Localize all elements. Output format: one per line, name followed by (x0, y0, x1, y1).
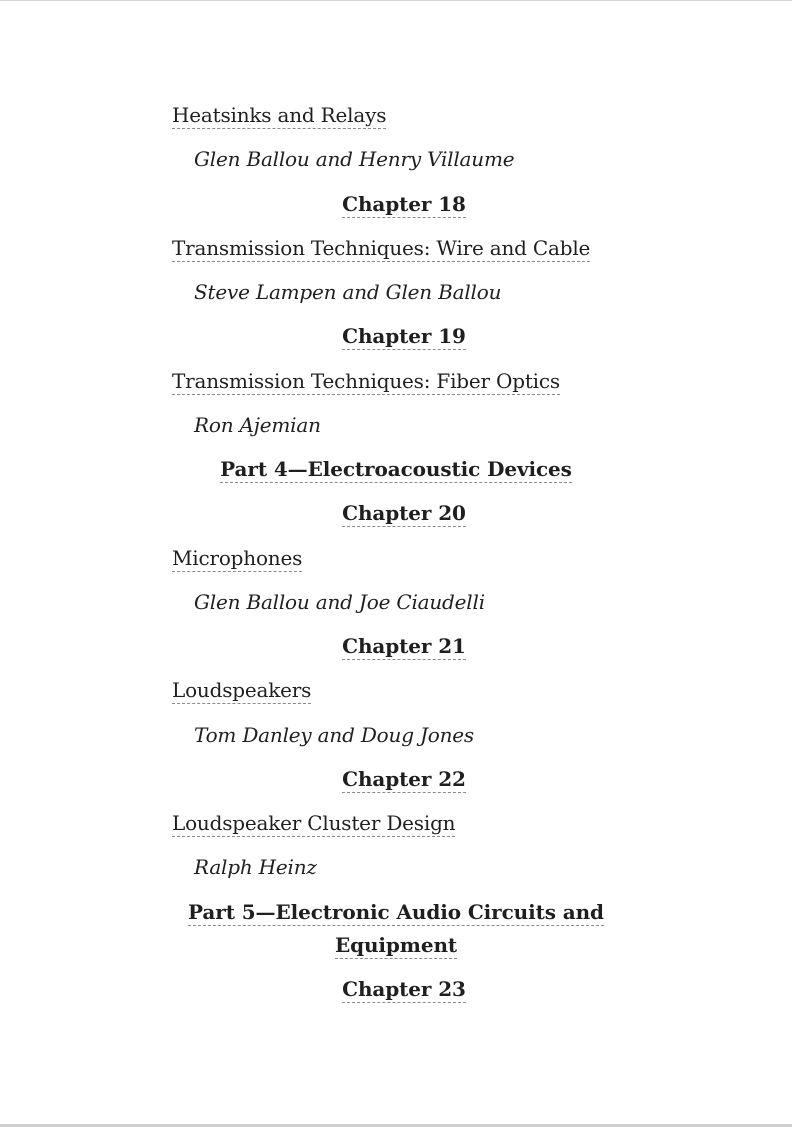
chapter-author: Ralph Heinz (194, 855, 317, 879)
part-5-heading-continued[interactable]: Equipment (334, 933, 458, 957)
part-5-heading[interactable]: Part 5—Electronic Audio Circuits and (188, 900, 604, 924)
chapter-author: Ron Ajemian (194, 413, 321, 437)
chapter-author: Glen Ballou and Henry Villaume (194, 147, 515, 171)
chapter-20-heading[interactable]: Chapter 20 (342, 501, 466, 525)
chapter-title-microphones[interactable]: Microphones (172, 546, 303, 570)
chapter-18-heading[interactable]: Chapter 18 (342, 192, 466, 216)
chapter-author: Steve Lampen and Glen Ballou (194, 280, 502, 304)
chapter-title-fiber-optics[interactable]: Transmission Techniques: Fiber Optics (172, 369, 560, 393)
chapter-21-heading[interactable]: Chapter 21 (342, 634, 466, 658)
chapter-author: Tom Danley and Doug Jones (194, 723, 475, 747)
chapter-title-loudspeakers[interactable]: Loudspeakers (172, 678, 312, 702)
chapter-title-wire-and-cable[interactable]: Transmission Techniques: Wire and Cable (172, 236, 591, 260)
chapter-author: Glen Ballou and Joe Ciaudelli (194, 590, 485, 614)
chapter-19-heading[interactable]: Chapter 19 (342, 324, 466, 348)
part-4-heading[interactable]: Part 4—Electroacoustic Devices (220, 457, 572, 481)
chapter-title-loudspeaker-cluster-design[interactable]: Loudspeaker Cluster Design (172, 811, 456, 835)
chapter-23-heading[interactable]: Chapter 23 (342, 977, 466, 1001)
chapter-title-heatsinks-and-relays[interactable]: Heatsinks and Relays (172, 103, 387, 127)
chapter-22-heading[interactable]: Chapter 22 (342, 767, 466, 791)
